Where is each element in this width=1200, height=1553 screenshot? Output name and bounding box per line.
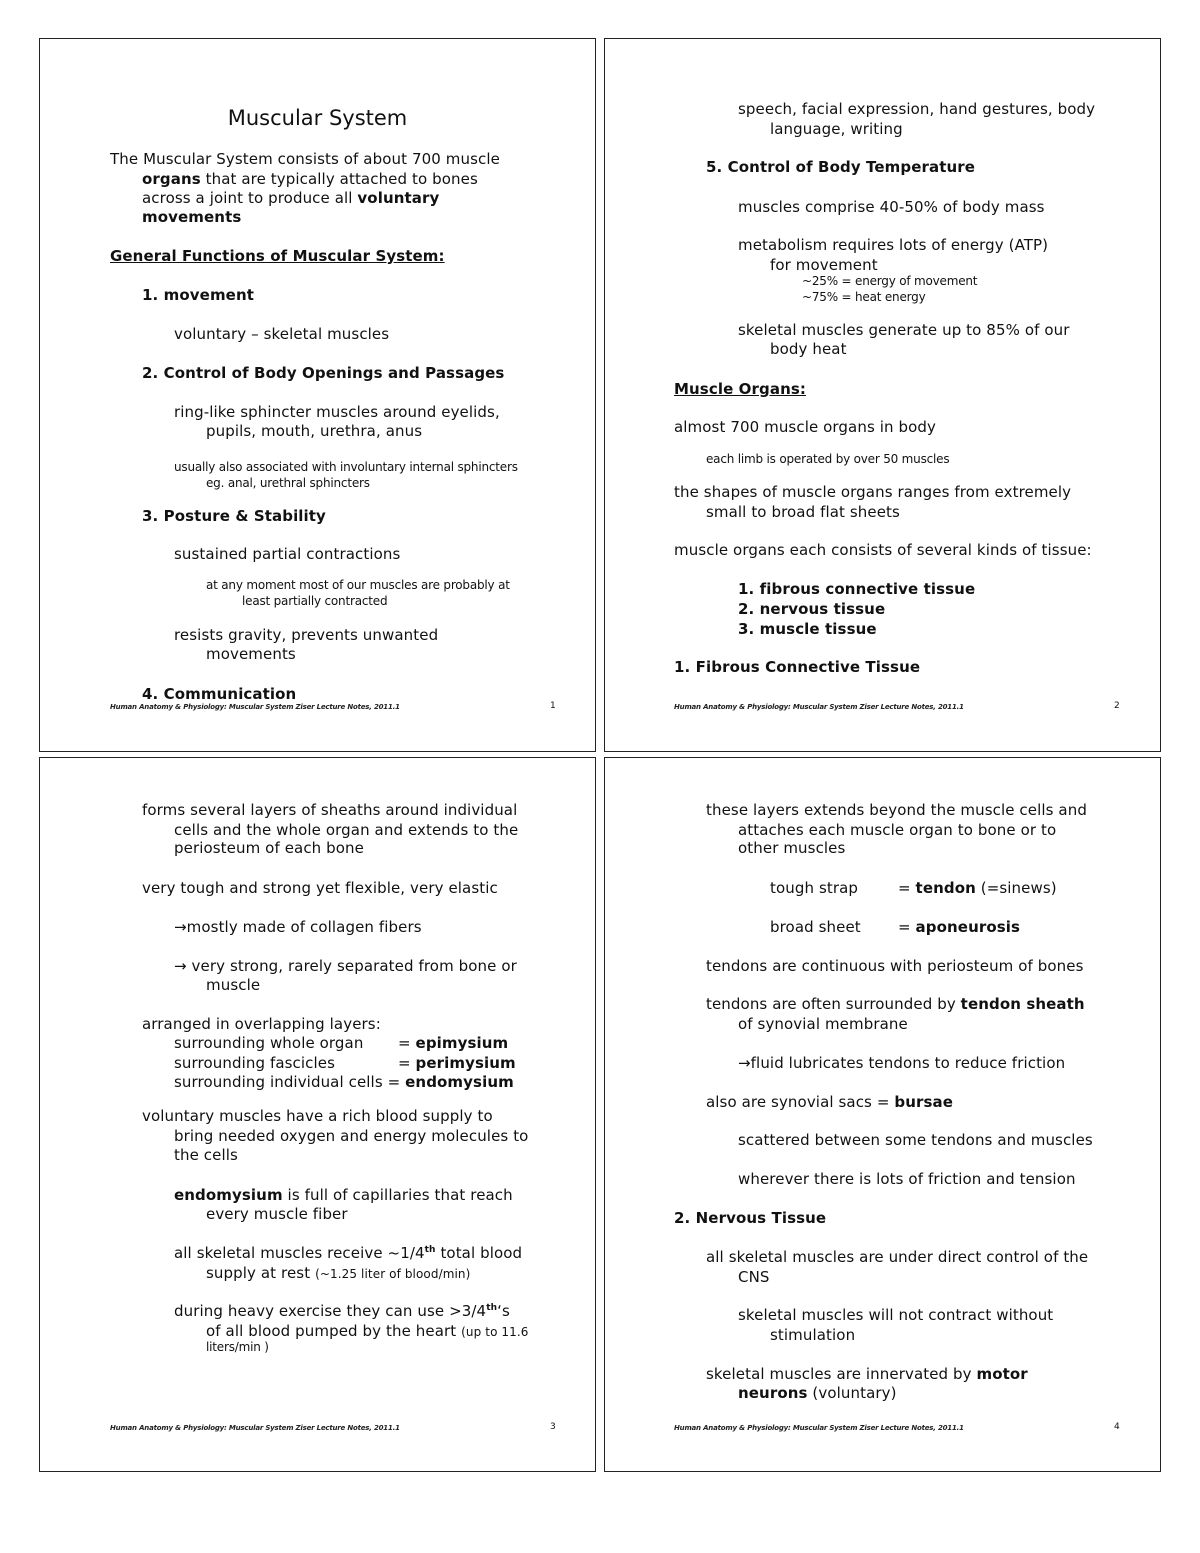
text-line: sustained partial contractions <box>174 545 401 563</box>
page-number: 4 <box>1114 1422 1120 1432</box>
text-line: cells and the whole organ and extends to the <box>174 821 519 839</box>
text-line: all skeletal muscles receive ~1/4th total blood <box>174 1244 523 1262</box>
text-line: skeletal muscles will not contract without <box>738 1306 1054 1324</box>
layer-line: surrounding whole organ <box>174 1034 364 1052</box>
intro-line: organs that are typically attached to bones <box>142 170 478 188</box>
small-note: usually also associated with involuntary internal sphincters <box>174 460 518 474</box>
text-line: wherever there is lots of friction and tension <box>738 1170 1076 1188</box>
layer-value: = perimysium <box>398 1054 516 1072</box>
text-line: small to broad flat sheets <box>706 503 900 521</box>
text-line: tendons are continuous with periosteum of bones <box>706 957 1084 975</box>
section-heading: Muscle Organs: <box>674 380 806 398</box>
text-line: during heavy exercise they can use >3/4th‘s <box>174 1302 510 1320</box>
layer-line: surrounding fascicles <box>174 1054 335 1072</box>
text-line: CNS <box>738 1268 770 1286</box>
text-line: muscles comprise 40-50% of body mass <box>738 198 1045 216</box>
slide-footer: Human Anatomy & Physiology: Muscular System Ziser Lecture Notes, 2011.1 <box>674 703 964 711</box>
small-note: each limb is operated by over 50 muscles <box>706 452 950 466</box>
text-line: stimulation <box>770 1326 856 1344</box>
text-line: resists gravity, prevents unwanted <box>174 626 439 644</box>
text-line: →fluid lubricates tendons to reduce friction <box>738 1054 1066 1072</box>
text-line: muscle <box>206 976 261 994</box>
function-heading: 1. movement <box>142 286 254 304</box>
term-line: tough strap <box>770 879 859 897</box>
text-line: muscle organs each consists of several kinds of tissue: <box>674 541 1092 559</box>
small-note: eg. anal, urethral sphincters <box>206 476 370 490</box>
slide-3 <box>39 757 596 1472</box>
text-line: of all blood pumped by the heart (up to 11.6 <box>206 1322 529 1340</box>
section-heading: General Functions of Muscular System: <box>110 247 445 265</box>
text-line: supply at rest (~1.25 liter of blood/min) <box>206 1264 471 1282</box>
text-line: the shapes of muscle organs ranges from extremely <box>674 483 1072 501</box>
function-heading: 5. Control of Body Temperature <box>706 158 976 176</box>
text-line: → very strong, rarely separated from bone or <box>174 957 517 975</box>
slide-footer: Human Anatomy & Physiology: Muscular System Ziser Lecture Notes, 2011.1 <box>110 1424 400 1432</box>
function-heading: 4. Communication <box>142 685 297 703</box>
text-line: bring needed oxygen and energy molecules to <box>174 1127 529 1145</box>
text-line: voluntary muscles have a rich blood supply to <box>142 1107 493 1125</box>
text-line: almost 700 muscle organs in body <box>674 418 936 436</box>
small-note: ~25% = energy of movement <box>802 274 978 288</box>
small-note: least partially contracted <box>242 594 388 608</box>
function-heading: 2. Nervous Tissue <box>674 1209 827 1227</box>
text-line: of synovial membrane <box>738 1015 908 1033</box>
function-heading: 2. Control of Body Openings and Passages <box>142 364 505 382</box>
text-line: language, writing <box>770 120 903 138</box>
text-line: very tough and strong yet flexible, very elastic <box>142 879 498 897</box>
text-line: scattered between some tendons and muscles <box>738 1131 1093 1149</box>
text-line: voluntary – skeletal muscles <box>174 325 390 343</box>
page-number: 2 <box>1114 701 1120 711</box>
text-line: skeletal muscles are innervated by motor <box>706 1365 1028 1383</box>
text-line: forms several layers of sheaths around individual <box>142 801 518 819</box>
intro-line: across a joint to produce all voluntary <box>142 189 440 207</box>
page-number: 3 <box>550 1422 556 1432</box>
text-line: for movement <box>770 256 878 274</box>
text-line: skeletal muscles generate up to 85% of our <box>738 321 1070 339</box>
small-note: at any moment most of our muscles are probably at <box>206 578 510 592</box>
text-line: arranged in overlapping layers: <box>142 1015 381 1033</box>
small-note: liters/min ) <box>206 1340 269 1354</box>
page-number: 1 <box>550 701 556 711</box>
intro-line: The Muscular System consists of about 700 muscle <box>110 150 500 168</box>
text-line: also are synovial sacs = bursae <box>706 1093 954 1111</box>
list-item: 2. nervous tissue <box>738 600 886 618</box>
function-heading: 1. Fibrous Connective Tissue <box>674 658 921 676</box>
text-line: movements <box>206 645 296 663</box>
text-line: every muscle fiber <box>206 1205 348 1223</box>
text-line: metabolism requires lots of energy (ATP) <box>738 236 1049 254</box>
text-line: speech, facial expression, hand gestures, body <box>738 100 1096 118</box>
text-line: tendons are often surrounded by tendon sheath <box>706 995 1085 1013</box>
text-line: these layers extends beyond the muscle cells and <box>706 801 1087 819</box>
slide-4 <box>604 757 1161 1472</box>
text-line: all skeletal muscles are under direct control of the <box>706 1248 1089 1266</box>
function-heading: 3. Posture & Stability <box>142 507 326 525</box>
slide-2 <box>604 38 1161 752</box>
text-line: ring-like sphincter muscles around eyelids, <box>174 403 500 421</box>
text-line: attaches each muscle organ to bone or to <box>738 821 1057 839</box>
text-line: pupils, mouth, urethra, anus <box>206 422 423 440</box>
text-line: endomysium is full of capillaries that reach <box>174 1186 513 1204</box>
layer-value: = epimysium <box>398 1034 509 1052</box>
text-line: neurons (voluntary) <box>738 1384 897 1402</box>
slide-footer: Human Anatomy & Physiology: Muscular System Ziser Lecture Notes, 2011.1 <box>110 703 400 711</box>
term-line: broad sheet <box>770 918 861 936</box>
text-line: body heat <box>770 340 847 358</box>
text-line: the cells <box>174 1146 238 1164</box>
text-line: →mostly made of collagen fibers <box>174 918 422 936</box>
term-value: = aponeurosis <box>898 918 1021 936</box>
term-value: = tendon (=sinews) <box>898 879 1057 897</box>
slide-1 <box>39 38 596 752</box>
text-line: other muscles <box>738 839 846 857</box>
layer-line: surrounding individual cells = endomysium <box>174 1073 514 1091</box>
intro-line: movements <box>142 208 242 226</box>
slide-footer: Human Anatomy & Physiology: Muscular System Ziser Lecture Notes, 2011.1 <box>674 1424 964 1432</box>
list-item: 3. muscle tissue <box>738 620 877 638</box>
small-note: ~75% = heat energy <box>802 290 926 304</box>
slide-title: Muscular System <box>227 106 408 130</box>
text-line: periosteum of each bone <box>174 839 364 857</box>
list-item: 1. fibrous connective tissue <box>738 580 976 598</box>
